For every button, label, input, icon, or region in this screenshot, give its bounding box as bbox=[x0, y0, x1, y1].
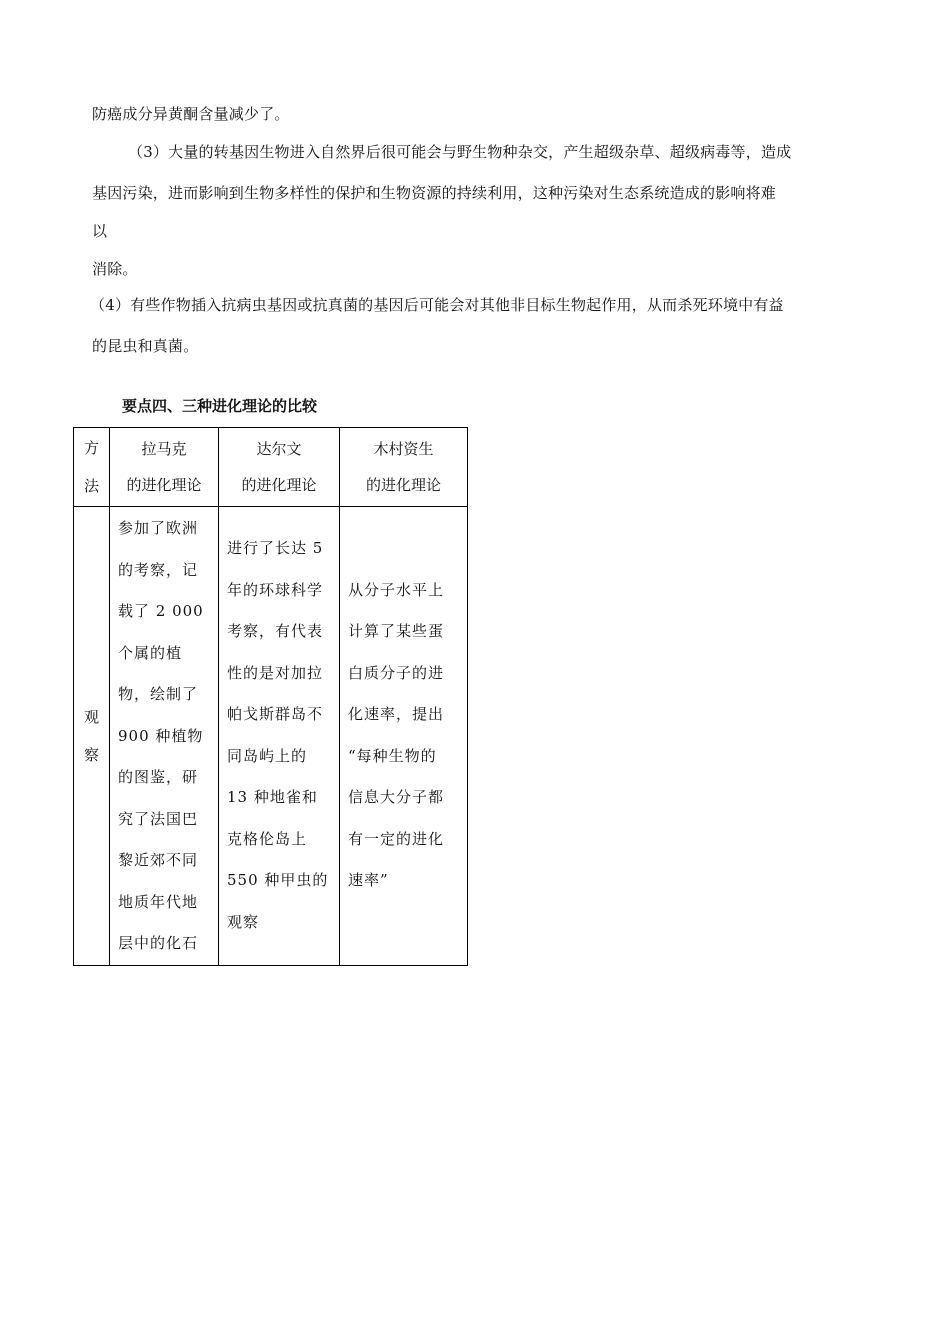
cell-line: 计算了某些蛋 bbox=[348, 622, 445, 641]
cell-line: 速率” bbox=[348, 871, 389, 890]
cell-lamarck-observe bbox=[110, 507, 219, 966]
cell-line: 信息大分子都 bbox=[348, 788, 445, 807]
row-label-line: 察 bbox=[83, 745, 99, 764]
cell-line: 从分子水平上 bbox=[348, 580, 445, 599]
table-row-observe bbox=[74, 507, 468, 966]
header-lamarck bbox=[110, 428, 219, 507]
paragraph-line: 以 bbox=[92, 222, 108, 240]
cell-line: 考察，有代表 bbox=[227, 622, 324, 641]
header-darwin bbox=[219, 428, 340, 507]
header-darwin-line: 的进化理论 bbox=[241, 476, 317, 494]
cell-line: 黎近郊不同 bbox=[118, 851, 199, 869]
header-kimura-line: 的进化理论 bbox=[365, 476, 441, 494]
cell-kimura-text bbox=[340, 570, 467, 902]
paragraph-line: 的昆虫和真菌。 bbox=[92, 337, 199, 355]
header-method bbox=[74, 428, 110, 507]
header-kimura bbox=[340, 428, 468, 507]
cell-line: 层中的化石 bbox=[118, 934, 199, 952]
cell-line: 参加了欧洲 bbox=[118, 519, 199, 537]
cell-darwin-observe bbox=[219, 507, 340, 966]
cell-line: 白质分子的进 bbox=[348, 663, 445, 682]
header-lamarck-line: 的进化理论 bbox=[126, 476, 202, 494]
cell-line: 载了 2 000 bbox=[118, 602, 204, 620]
cell-line: 年的环球科学 bbox=[227, 580, 324, 599]
cell-kimura-observe bbox=[340, 507, 468, 966]
paragraph-line: 基因污染，进而影响到生物多样性的保护和生物资源的持续利用，这种污染对生态系统造成的影响将难 bbox=[92, 184, 777, 202]
paragraph-line: （4）有些作物插入抗病虫基因或抗真菌的基因后可能会对其他非目标生物起作用，从而杀死环境中有益 bbox=[90, 296, 784, 314]
cell-line: 个属的植 bbox=[118, 643, 183, 662]
paragraph-line: （3）大量的转基因生物进入自然界后很可能会与野生物种杂交，产生超级杂草、超级病毒等，造成 bbox=[128, 143, 792, 161]
cell-line: 性的是对加拉 bbox=[227, 663, 324, 682]
cell-lamarck-text bbox=[110, 507, 218, 965]
paragraph-line: 消除。 bbox=[92, 260, 138, 278]
header-kimura-line: 木村资生 bbox=[373, 440, 434, 458]
cell-line: 化速率，提出 bbox=[348, 705, 445, 724]
row-label-observe bbox=[74, 507, 110, 966]
cell-line: “每种生物的 bbox=[348, 746, 437, 765]
row-label-line: 观 bbox=[83, 707, 99, 726]
cell-line: 帕戈斯群岛不 bbox=[227, 705, 324, 724]
cell-line: 究了法国巴 bbox=[118, 809, 199, 828]
cell-line: 观察 bbox=[227, 912, 260, 931]
header-lamarck-line: 拉马克 bbox=[141, 440, 187, 458]
cell-line: 同岛屿上的 bbox=[227, 746, 308, 765]
cell-line: 的考察，记 bbox=[118, 560, 199, 579]
cell-line: 有一定的进化 bbox=[348, 829, 445, 848]
header-darwin-line: 达尔文 bbox=[256, 440, 302, 458]
header-method-line: 方 bbox=[83, 439, 99, 457]
comparison-table bbox=[73, 427, 468, 966]
cell-line: 550 种甲虫的 bbox=[227, 871, 329, 890]
cell-line: 900 种植物 bbox=[118, 726, 204, 745]
cell-darwin-text bbox=[219, 528, 339, 943]
cell-line: 物，绘制了 bbox=[118, 685, 199, 703]
header-method-line: 法 bbox=[83, 477, 99, 495]
cell-line: 的图鉴，研 bbox=[118, 768, 199, 786]
cell-line: 进行了长达 5 bbox=[227, 539, 324, 558]
paragraph-line: 防癌成分异黄酮含量减少了。 bbox=[92, 105, 290, 123]
cell-line: 地质年代地 bbox=[118, 892, 199, 911]
cell-line: 克格伦岛上 bbox=[227, 829, 308, 848]
table-header-row bbox=[74, 428, 468, 507]
section-heading: 要点四、三种进化理论的比较 bbox=[122, 397, 318, 415]
cell-line: 13 种地雀和 bbox=[227, 788, 318, 807]
